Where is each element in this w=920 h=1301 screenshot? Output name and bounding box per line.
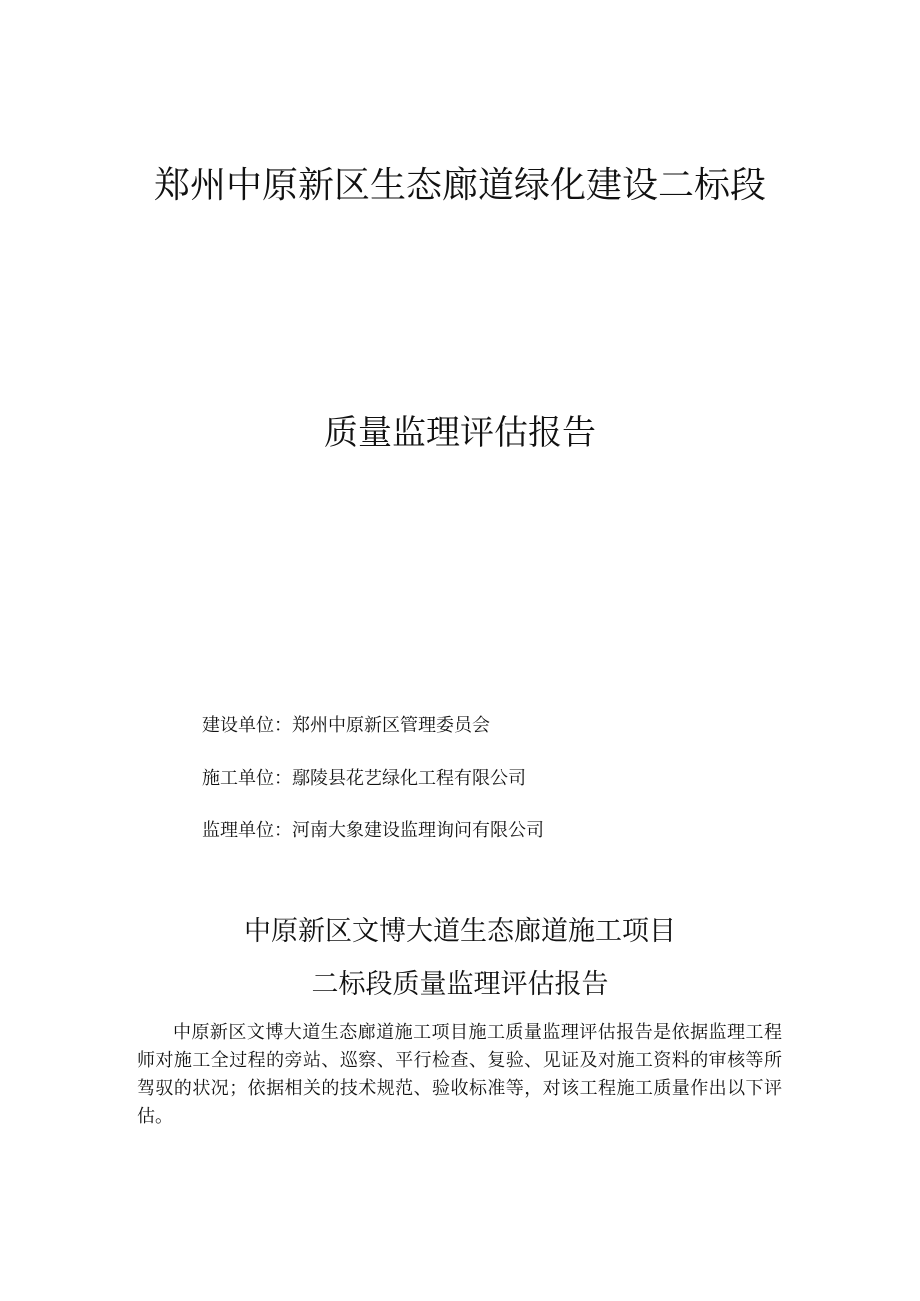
info-label: 监理单位： [202, 820, 292, 841]
main-title: 郑州中原新区生态廊道绿化建设二标段 [153, 165, 766, 206]
info-line-contractor-unit [202, 766, 526, 792]
info-line-construction-unit [202, 713, 490, 739]
info-value: 河南大象建设监理询问有限公司 [292, 820, 544, 841]
section-title-line-1: 中原新区文博大道生态廊道施工项目 [244, 916, 676, 947]
body-paragraph: 中原新区文博大道生态廊道施工项目施工质量监理评估报告是依据监理工程师对施工全过程的旁站、巡察、平行检查、复验、见证及对施工资料的审核等所驾驭的状况；依据相关的技术规范、验收标准等，对该工程施工质量作出以下评估。 [137, 1022, 782, 1127]
info-value: 鄢陵县花艺绿化工程有限公司 [292, 768, 526, 789]
info-label: 建设单位： [202, 715, 292, 736]
report-subtitle: 质量监理评估报告 [324, 413, 596, 453]
info-line-supervision-unit [202, 818, 544, 844]
info-value: 郑州中原新区管理委员会 [292, 715, 490, 736]
info-label: 施工单位： [202, 768, 292, 789]
section-title-line-2: 二标段质量监理评估报告 [311, 969, 609, 1000]
